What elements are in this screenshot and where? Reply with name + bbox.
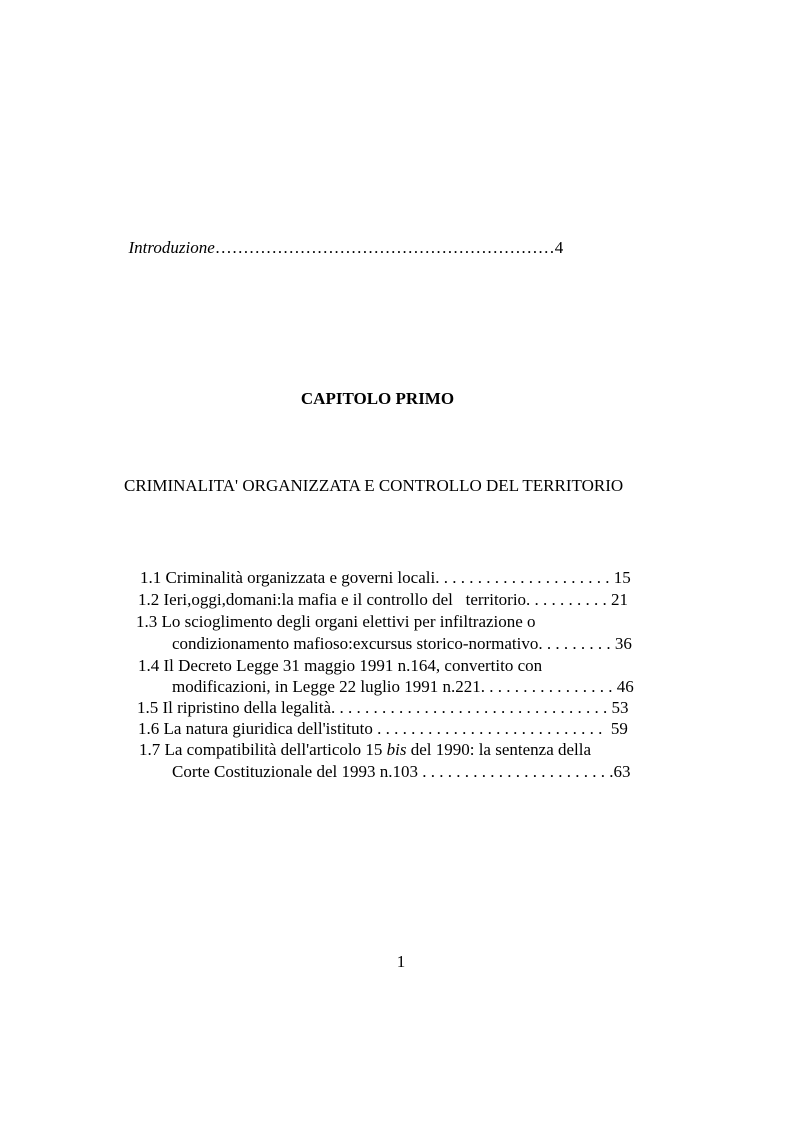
toc-entry-1-4-line1: 1.4 Il Decreto Legge 31 maggio 1991 n.164, convertito con [138, 656, 543, 675]
toc-entry-1-7-italic: bis [386, 740, 407, 759]
toc-entry-1-5: 1.5 Il ripristino della legalità. . . . . . . . . . . . . . . . . . . . . . . . . . . . . . . . . 53 [137, 698, 629, 717]
toc-entry-1-7-line2: Corte Costituzionale del 1993 n.103 . . . . . . . . . . . . . . . . . . . . . . .63 [172, 762, 631, 781]
toc-entry-1-3-line1: 1.3 Lo scioglimento degli organi elettivi per infiltrazione o [136, 612, 536, 631]
chapter-title: CAPITOLO PRIMO [300, 389, 455, 408]
toc-entry-1-1: 1.1 Criminalità organizzata e governi locali. . . . . . . . . . . . . . . . . . . . . 15 [140, 568, 631, 587]
toc-entry-1-7-line1 [139, 740, 591, 760]
toc-entry-1-7-text-a: 1.7 La compatibilità dell'articolo 15 [139, 740, 387, 759]
toc-entry-1-4-line2: modificazioni, in Legge 22 luglio 1991 n.221. . . . . . . . . . . . . . . . 46 [172, 677, 634, 696]
intro-label: Introduzione [128, 238, 215, 257]
toc-entry-1-3-line2: condizionamento mafioso:excursus storico-normativo. . . . . . . . . 36 [172, 634, 632, 653]
toc-entry-1-6: 1.6 La natura giuridica dell'istituto . . . . . . . . . . . . . . . . . . . . . . . . . . . 59 [138, 719, 628, 738]
intro-leader: …………………………………………………… [214, 238, 555, 257]
toc-entry-introduzione [120, 218, 563, 258]
intro-page: 4 [554, 238, 564, 257]
page-number: 1 [396, 952, 406, 971]
chapter-subtitle: CRIMINALITA' ORGANIZZATA E CONTROLLO DEL TERRITORIO [124, 476, 624, 495]
toc-entry-1-7-text-b: del 1990: la sentenza della [406, 740, 592, 759]
toc-entry-1-2: 1.2 Ieri,oggi,domani:la mafia e il controllo del territorio. . . . . . . . . . 21 [138, 590, 629, 609]
